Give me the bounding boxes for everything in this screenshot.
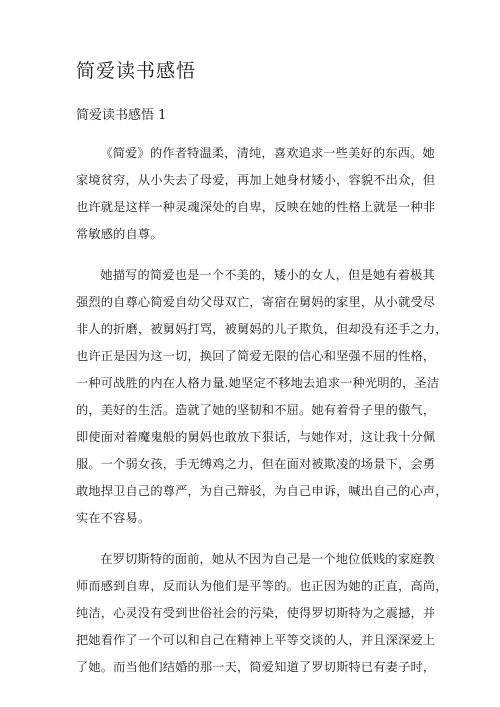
text-line: 也许正是因为这一切，换回了简爱无限的信心和坚强不屈的性格，	[76, 349, 436, 363]
text-line: 也许就是这样一种灵魂深处的自卑，反映在她的性格上就是一种非	[76, 200, 436, 214]
section-subtitle: 简爱读书感悟 1	[76, 108, 167, 123]
text-line: 把她看作了一个可以和自己在精神上平等交谈的人，并且深深爱上	[76, 633, 436, 647]
document-title: 简爱读书感悟	[76, 60, 197, 82]
text-line: 她描写的简爱也是一个不美的，矮小的女人，但是她有着极其	[100, 268, 435, 282]
text-line: 纯洁，心灵没有受到世俗社会的污染，使得罗切斯特为之震撼，并	[76, 606, 436, 620]
text-line: 了她。而当他们结婚的那一天，简爱知道了罗切斯特已有妻子时，	[76, 660, 436, 674]
text-line: 一种可战胜的内在人格力量.她坚定不移地去追求一种光明的，圣洁	[76, 376, 440, 390]
text-line: 服。一个弱女孩，手无缚鸡之力，但在面对被欺凌的场景下，会勇	[76, 457, 436, 471]
text-line: 的，美好的生活。造就了她的坚韧和不屈。她有着骨子里的傲气，	[76, 403, 436, 417]
text-line: 在罗切斯特的面前，她从不因为自己是一个地位低贱的家庭教	[100, 552, 435, 566]
text-line: 《简爱》的作者特温柔，清纯，喜欢追求一些美好的东西。她	[100, 146, 435, 160]
text-line: 师而感到自卑，反而认为他们是平等的。也正因为她的正直，高尚，	[76, 579, 448, 593]
text-line: 非人的折磨，被舅妈打骂，被舅妈的儿子欺负，但却没有还手之力，	[76, 322, 448, 336]
paragraph-2	[76, 262, 448, 532]
text-line: 实在不容易。	[76, 511, 151, 525]
paragraph-1	[76, 140, 440, 248]
paragraph-3	[76, 546, 448, 681]
text-line: 敢地捍卫自己的尊严，为自己辩驳，为自己申诉，喊出自己的心声，	[76, 484, 448, 498]
text-line: 强烈的自尊心简爱自幼父母双亡，寄宿在舅妈的家里，从小就受尽	[76, 295, 436, 309]
text-line: 家境贫穷，从小失去了母爱，再加上她身材矮小，容貌不出众，但	[76, 173, 436, 187]
text-line: 常敏感的自尊。	[76, 227, 163, 241]
text-line: 即使面对着魔鬼般的舅妈也敢放下狠话，与她作对，这让我十分佩	[76, 430, 436, 444]
